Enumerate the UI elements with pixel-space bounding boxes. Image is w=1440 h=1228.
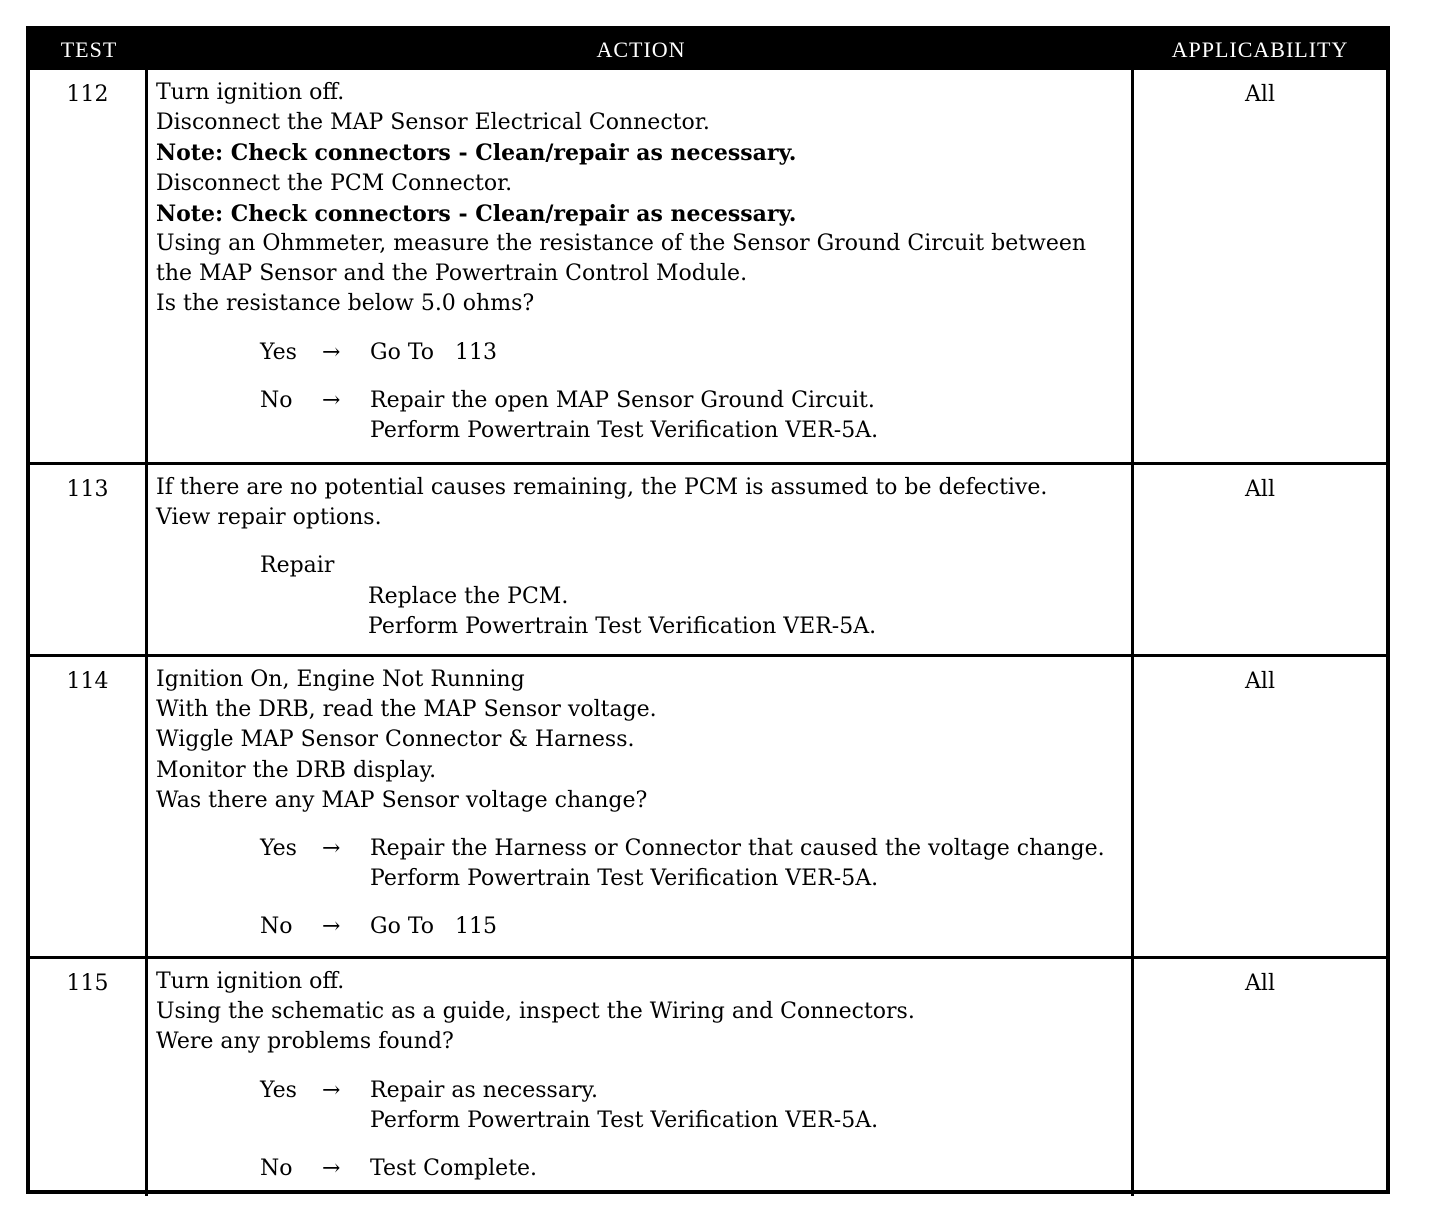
outcome-line: Go To 115 (370, 914, 497, 940)
note-line: Note: Check connectors - Clean/repair as necessary. (156, 200, 797, 227)
repair-step: Replace the PCM. (368, 583, 569, 609)
instruction-line: Turn ignition off. (156, 80, 345, 105)
outcome-text (370, 834, 1125, 894)
outcome-no (156, 386, 1125, 446)
repair-steps (368, 582, 1125, 642)
instruction-line: Monitor the DRB display. (156, 757, 437, 783)
instruction-line: With the DRB, read the MAP Sensor voltage. (156, 697, 657, 723)
arrow-right-icon: → (322, 914, 341, 940)
outcome-yes (156, 1076, 1125, 1136)
outcome-label: Yes (260, 339, 297, 365)
outcome-line: Perform Powertrain Test Verification VER-5A. (370, 1107, 879, 1133)
arrow-right-icon: → (322, 1156, 341, 1182)
outcome-line: Perform Powertrain Test Verification VER-5A. (370, 866, 879, 892)
table-row (30, 956, 1386, 1196)
header-applicability: APPLICABILITY (1171, 37, 1349, 62)
header-test: TEST (60, 37, 118, 62)
table-row (30, 462, 1386, 654)
outcome-text (370, 386, 1125, 446)
applicability-value: All (1245, 971, 1275, 996)
instruction-line: Were any problems found? (156, 1029, 454, 1055)
action-cell (148, 70, 1134, 462)
table-row (30, 70, 1386, 462)
outcomes (156, 1076, 1125, 1185)
outcome-line: Repair as necessary. (370, 1077, 598, 1103)
outcomes (156, 834, 1125, 943)
instruction-line: Disconnect the MAP Sensor Electrical Connector. (156, 110, 710, 136)
instruction-line: Is the resistance below 5.0 ohms? (156, 291, 535, 317)
instruction-line: Using the schematic as a guide, inspect the Wiring and Connectors. (156, 999, 915, 1025)
instruction-line: Turn ignition off. (156, 969, 345, 994)
table-row (30, 654, 1386, 956)
test-number: 113 (30, 465, 148, 654)
instruction-line: Wiggle MAP Sensor Connector & Harness. (156, 727, 635, 753)
outcome-text (370, 1154, 1125, 1184)
header-action: ACTION (596, 37, 686, 62)
action-cell (148, 959, 1134, 1196)
diagnostic-test-table (26, 26, 1390, 1194)
instruction-line: Disconnect the PCM Connector. (156, 170, 513, 196)
outcome-line: Repair the open MAP Sensor Ground Circuit. (370, 387, 875, 413)
repair-options (156, 551, 1125, 642)
instruction-line: View repair options. (156, 505, 382, 531)
test-number: 114 (30, 657, 148, 956)
outcome-no (156, 912, 1125, 942)
outcome-line: Test Complete. (370, 1156, 538, 1182)
outcome-label: Yes (260, 836, 297, 862)
outcomes (156, 338, 1125, 447)
outcome-label: No (260, 1156, 293, 1182)
arrow-right-icon: → (322, 387, 341, 413)
outcome-no (156, 1154, 1125, 1184)
test-number: 115 (30, 959, 148, 1196)
repair-step: Perform Powertrain Test Verification VER-5A. (368, 613, 877, 639)
outcome-label: Yes (260, 1077, 297, 1103)
outcome-line: Perform Powertrain Test Verification VER-5A. (370, 418, 879, 444)
note-line: Note: Check connectors - Clean/repair as necessary. (156, 140, 797, 167)
arrow-right-icon: → (322, 1077, 341, 1103)
repair-label: Repair (260, 553, 335, 579)
outcome-yes (156, 834, 1125, 894)
test-number: 112 (30, 70, 148, 462)
outcome-line: Go To 113 (370, 339, 497, 365)
action-cell (148, 465, 1134, 654)
instruction-line: If there are no potential causes remaining, the PCM is assumed to be defective. (156, 475, 1048, 500)
outcome-label: No (260, 914, 293, 940)
applicability-value: All (1245, 82, 1275, 107)
arrow-right-icon: → (322, 836, 341, 862)
outcome-text (370, 1076, 1125, 1136)
outcome-line: Repair the Harness or Connector that caused the voltage change. (370, 836, 1105, 862)
applicability-value: All (1245, 669, 1275, 694)
arrow-right-icon: → (322, 339, 341, 365)
action-cell (148, 657, 1134, 956)
outcome-label: No (260, 387, 293, 413)
instruction-line: the MAP Sensor and the Powertrain Control Module. (156, 261, 748, 287)
table-body (30, 70, 1386, 1196)
table-header (30, 30, 1386, 70)
instruction-line: Was there any MAP Sensor voltage change? (156, 787, 648, 813)
outcome-yes (156, 338, 1125, 368)
outcome-text (370, 912, 1125, 942)
instruction-line: Ignition On, Engine Not Running (156, 667, 525, 692)
applicability-value: All (1245, 477, 1275, 502)
instruction-line: Using an Ohmmeter, measure the resistance of the Sensor Ground Circuit between (156, 231, 1087, 257)
outcome-text (370, 338, 1125, 368)
